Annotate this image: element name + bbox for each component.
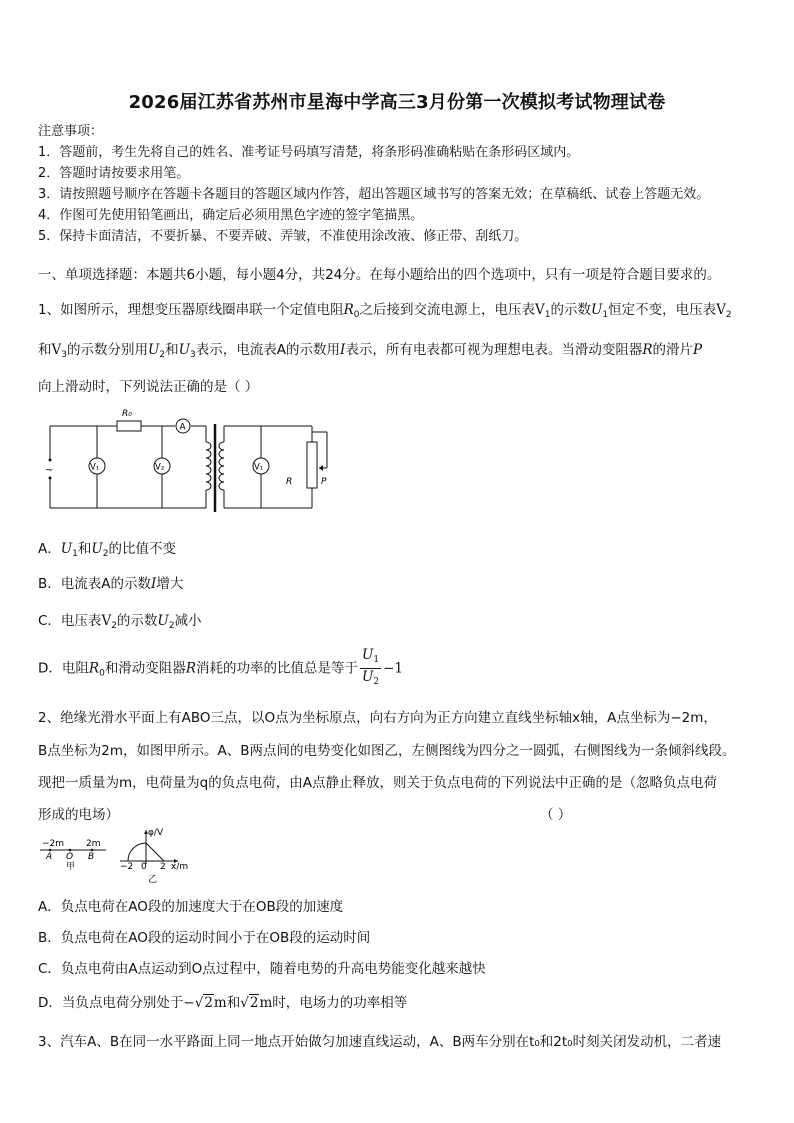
sqrt-2: √2 (240, 995, 259, 1011)
q2-option-c: C．负点电荷由A点运动到O点过程中，随着电势的升高电势能变化越来越快 (38, 961, 486, 977)
q2-option-a: A．负点电荷在AO段的加速度大于在OB段的加速度 (38, 899, 344, 915)
q2-figures (38, 826, 208, 884)
ammeter-label: A (179, 422, 186, 433)
q1-option-d: D．电阻$R_0$和滑动变阻器R消耗的功率的比值总是等于 $\frac{U_1}{U_2}$ −1 (38, 647, 403, 690)
q2-line-2: B点坐标为2m，如图甲所示。A、B两点间的电势变化如图乙，左侧图线为四分之一圆弧，右侧图线为一条倾斜线段。 (38, 743, 736, 759)
q2-option-b: B．负点电荷在AO段的运动时间小于在OB段的运动时间 (38, 930, 371, 946)
slider-label: P (321, 477, 327, 487)
fig-yi-tick-2: 2 (160, 862, 166, 872)
fig-yi-axis-label-x: x/m (171, 862, 189, 872)
note-item: 4．作图可先使用铅笔画出，确定后必须用黑色字迹的签字笔描黑。 (38, 208, 424, 223)
fig-yi-caption: 乙 (148, 875, 158, 884)
q2-option-d: D．当负点电荷分别处于−√2m和√2m时，电场力的功率相等 (38, 995, 408, 1011)
fig-jia-label-minus2m: −2m (42, 839, 65, 849)
fig-yi-tick-0: 0 (141, 862, 147, 872)
fig-jia-point-a: A (46, 852, 53, 862)
q1-line-1: 1、如图所示，理想变压器原线圈串联一个定值电阻$R_0$之后接到交流电源上，电压表$V_1$的示数$U_1$恒定不变，电压表$V_2$ (38, 302, 732, 320)
q2-line-3: 现把一质量为m，电荷量为q的负点电荷，由A点静止释放，则关于负点电荷的下列说法中正确的是（忽略负点电荷 (38, 775, 717, 791)
r0-label: R₀ (122, 409, 132, 419)
voltmeter-v1-label: V₁ (90, 462, 100, 473)
voltmeter-v3-label: V₁ (254, 462, 264, 473)
q3-line-1: 3、汽车A、B在同一水平路面上同一地点开始做匀加速直线运动，A、B两车分别在t₀和2t₀时刻关闭发动机，二者速 (38, 1034, 722, 1050)
note-item: 3．请按照题号顺序在答题卡各题目的答题区域内作答，超出答题区域书写的答案无效；在草稿纸、试卷上答题无效。 (38, 187, 710, 202)
transformer-circuit-diagram (40, 402, 340, 520)
fig-jia-caption: 甲 (66, 862, 76, 872)
rheostat-symbol (307, 442, 317, 488)
q2-answer-paren: （ ） (540, 807, 572, 823)
q1-option-a: A．$U_1$和$U_2$的比值不变 (38, 541, 176, 559)
r0-resistor-symbol (117, 421, 141, 431)
q2-line-4: 形成的电场） (38, 807, 119, 823)
q1-option-b: B．电流表A的示数I增大 (38, 576, 184, 592)
fig-jia-point-b: B (88, 852, 95, 862)
q2-line-1: 2、绝缘光滑水平面上有ABO三点，以O点为坐标原点，向右方向为正方向建立直线坐标轴x轴，A点坐标为−2m， (38, 710, 717, 726)
q1-line-3: 向上滑动时，下列说法正确的是（ ） (38, 379, 259, 395)
note-item: 1．答题前，考生先将自己的姓名、准考证号码填写清楚，将条形码准确粘贴在条形码区域内。 (38, 145, 580, 160)
q1-option-c: C．电压表$V_2$的示数$U_2$减小 (38, 613, 202, 631)
voltmeter-v2-label: V₂ (155, 462, 165, 473)
fig-yi-arc-curve (128, 843, 146, 861)
fig-yi-axis-label-phi: φ/V (148, 828, 164, 838)
fig-jia-label-2m: 2m (86, 839, 101, 849)
notes-heading: 注意事项： (38, 124, 104, 139)
note-item: 2．答题时请按要求用笔。 (38, 166, 190, 181)
fig-yi-line-segment (146, 843, 164, 861)
ac-source-label: ~ (45, 465, 54, 476)
note-item: 5．保持卡面清洁，不要折暴、不要弄破、弄皱，不准使用涂改液、修正带、刮纸刀。 (38, 229, 528, 244)
fig-jia-point-o: O (66, 852, 74, 862)
sqrt-2: √2 (194, 995, 213, 1011)
rheostat-label: R (286, 477, 293, 487)
q1-line-2: 和$V_3$的示数分别用$U_2$和$U_3$表示，电流表A的示数用I表示，所有电表都可视为理想电表。当滑动变阻器R的滑片P (38, 342, 703, 360)
page-title: 2026届江苏省苏州市星海中学高三3月份第一次模拟考试物理试卷 (128, 92, 666, 113)
fraction-u1-over-u2: $\frac{U_1}{U_2}$ (361, 647, 380, 687)
fig-yi-tick-minus2: −2 (120, 862, 134, 872)
section-heading: 一、单项选择题：本题共6小题，每小题4分，共24分。在每小题给出的四个选项中，只有一项是符合题目要求的。 (38, 267, 721, 283)
